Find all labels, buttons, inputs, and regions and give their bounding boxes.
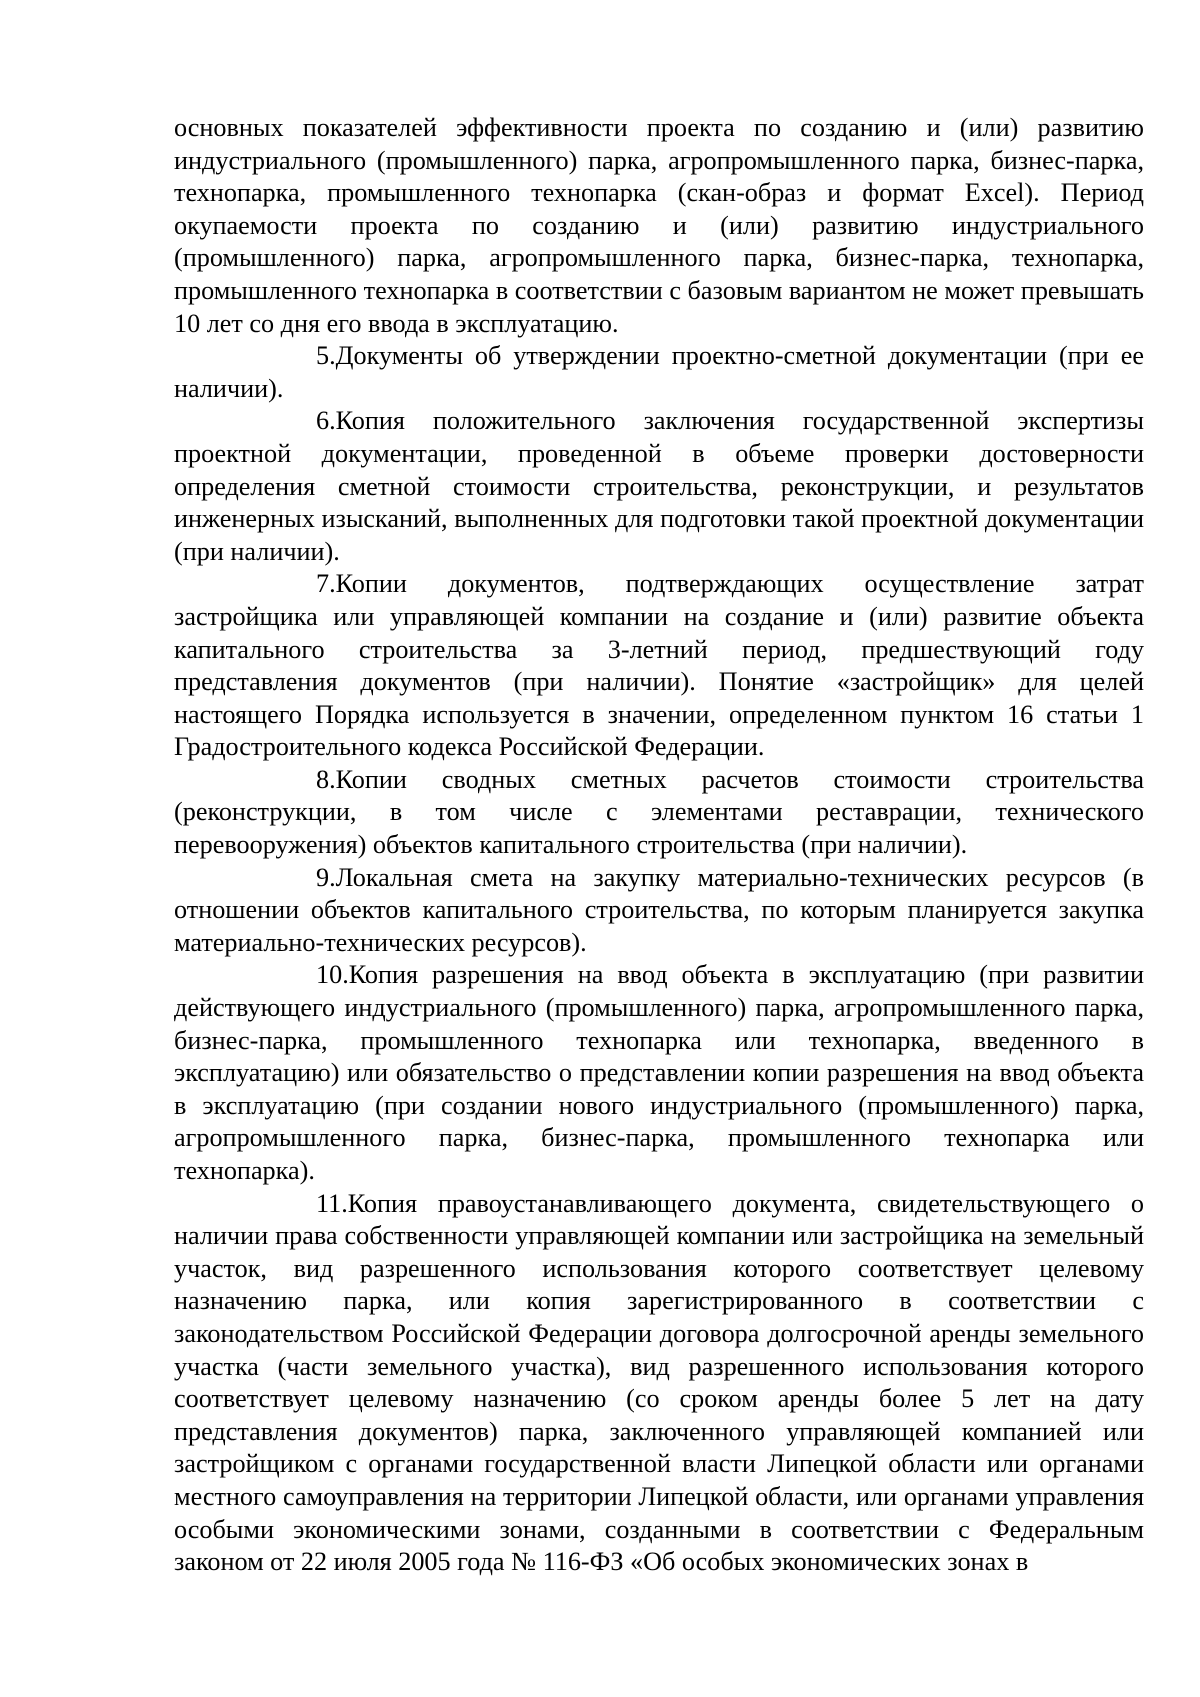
item-number: 10. (316, 960, 349, 990)
list-item-8 (174, 764, 1144, 862)
item-text: Копии документов, подтверждающих осуществление затрат застройщика или управляющей компании на создание и (или) развитие объекта капитального строительства за 3-летний период, предшествующий году представления документов (при наличии). Понятие «застройщик» для целей настоящего Порядка используется в значении, определенном пунктом 16 статьи 1 Градостроительного кодекса Российской Федерации. (174, 569, 1144, 762)
item-number: 8. (316, 764, 336, 794)
item-text: Копии сводных сметных расчетов стоимости строительства (реконструкции, в том числе с элементами реставрации, технического перевооружения) объектов капитального строительства (при наличии). (174, 764, 1144, 860)
list-item-7 (174, 568, 1144, 764)
item-number: 7. (316, 569, 336, 599)
list-item-6 (174, 405, 1144, 568)
item-text: Документы об утверждении проектно-сметной документации (при ее наличии). (174, 341, 1144, 403)
item-number: 11. (316, 1188, 348, 1218)
list-item-11 (174, 1188, 1144, 1579)
item-text: Копия правоустанавливающего документа, свидетельствующего о наличии права собственности управляющей компании или застройщика на земельный участок, вид разрешенного использования которого соответствует целевому назначению парка, или копия зарегистрированного в соответствии с законодательством Российской Федерации договора долгосрочной аренды земельного участка (части земельного участка), вид разрешенного использования которого соответствует целевому назначению (со сроком аренды более 5 лет на дату представления документов) парка, заключенного управляющей компанией или застройщиком с органами государственной власти Липецкой области или органами местного самоуправления на территории Липецкой области, или органами управления особыми экономическими зонами, созданными в соответствии с Федеральным законом от 22 июля 2005 года № 116-ФЗ «Об особых экономических зонах в (174, 1188, 1144, 1577)
list-item-10 (174, 959, 1144, 1187)
item-text: Локальная смета на закупку материально-технических ресурсов (в отношении объектов капитального строительства, по которым планируется закупка материально-технических ресурсов). (174, 862, 1144, 957)
document-body (174, 112, 1144, 1579)
item-number: 9. (316, 862, 336, 892)
item-number: 6. (316, 406, 336, 436)
item-text: Копия разрешения на ввод объекта в эксплуатацию (при развитии действующего индустриального (промышленного) парка, агропромышленного парка, бизнес-парка, промышленного технопарка или технопарка, введенного в эксплуатацию) или обязательство о представлении копии разрешения на ввод объекта в эксплуатацию (при создании нового индустриального (промышленного) парка, агропромышленного парка, бизнес-парка, промышленного технопарка или технопарка). (174, 960, 1144, 1185)
list-item-5 (174, 340, 1144, 405)
list-item-9 (174, 862, 1144, 960)
intro-paragraph: основных показателей эффективности проекта по созданию и (или) развитию индустриального (промышленного) парка, агропромышленного парка, бизнес-парка, технопарка, промышленного технопарка (скан-образ и формат Excel). Период окупаемости проекта по созданию и (или) развитию индустриального (промышленного) парка, агропромышленного парка, бизнес-парка, технопарка, промышленного технопарка в соответствии с базовым вариантом не может превышать 10 лет со дня его ввода в эксплуатацию. (174, 113, 1144, 338)
item-number: 5. (316, 341, 336, 371)
item-text: Копия положительного заключения государственной экспертизы проектной документации, проведенной в объеме проверки достоверности определения сметной стоимости строительства, реконструкции, и результатов инженерных изысканий, выполненных для подготовки такой проектной документации (при наличии). (174, 406, 1144, 566)
